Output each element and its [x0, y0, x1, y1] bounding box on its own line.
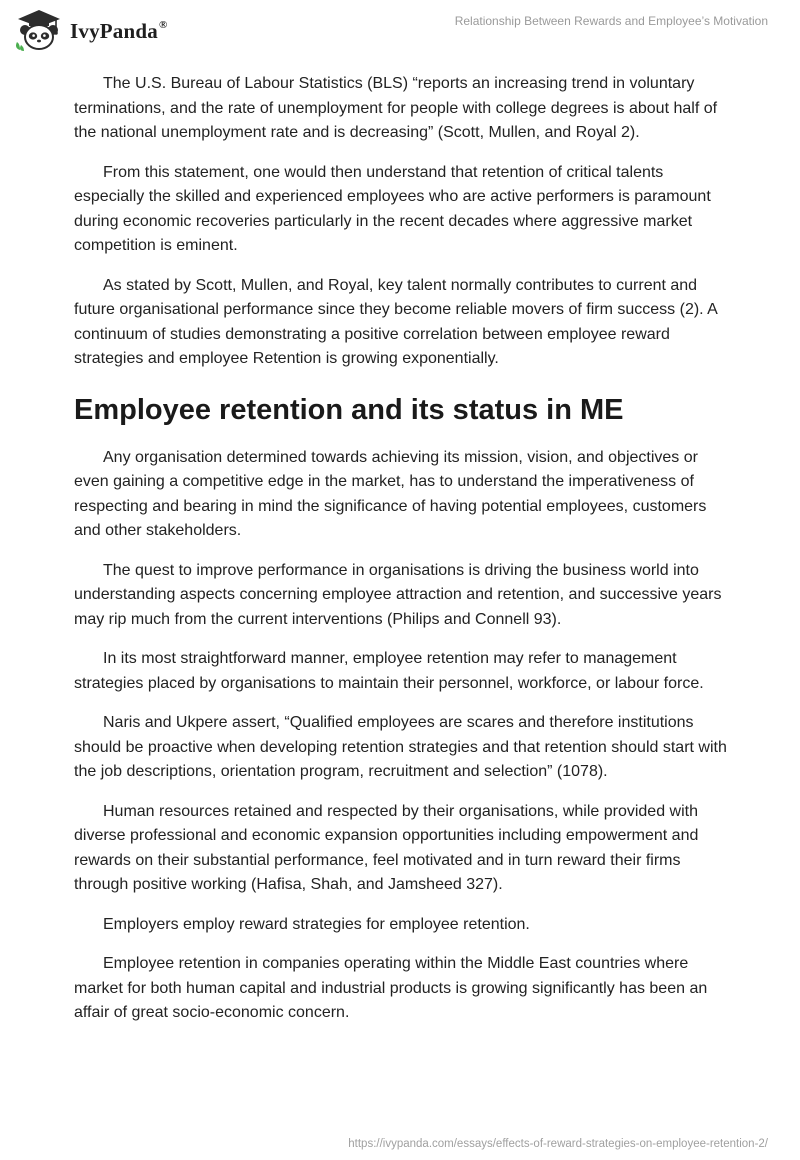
panda-graduate-icon [14, 8, 64, 52]
document-title: Relationship Between Rewards and Employee’s Motivation [454, 14, 768, 28]
paragraph: Employee retention in companies operating within the Middle East countries where market for both human capital and industrial products is growing significantly has been an affair of great socio-economic concern. [74, 955, 708, 1021]
paragraph: The quest to improve performance in organisations is driving the business world into understanding aspects concerning employee attraction and retention, and successive years may rip much from the current interventions (Philips and Connell 93). [74, 561, 722, 628]
paragraph: Naris and Ukpere assert, “Qualified employees are scares and therefore institutions should be proactive when developing retention strategies and that retention should start with the job descriptions, orientation program, recruitment and selection” (1078). [74, 714, 727, 780]
registered-mark: ® [158, 18, 168, 31]
source-url[interactable]: https://ivypanda.com/essays/effects-of-reward-strategies-on-employee-retention-2/ [348, 1138, 768, 1150]
paragraph: In its most straightforward manner, employee retention may refer to management strategies placed by organisations to maintain their personnel, workforce, or labour force. [74, 650, 704, 692]
page-header [0, 0, 800, 64]
section-heading: Employee retention and its status in ME [74, 393, 624, 426]
brand-name: IvyPanda® [70, 18, 168, 43]
paragraph: Any organisation determined towards achieving its mission, vision, and objectives or even gaining a competitive edge in the market, has to understand the imperativeness of respecting and bearing in mind the significance of having potential employees, customers and other stakeholders. [74, 448, 707, 539]
paragraph: As stated by Scott, Mullen, and Royal, key talent normally contributes to current and future organisational performance since they become reliable movers of firm success (2). A continuum of studies demonstrating a positive correlation between employee reward strategies and employee Retention is growing exponentially. [74, 276, 717, 367]
ivypanda-logo[interactable] [14, 8, 167, 52]
paragraph: From this statement, one would then understand that retention of critical talents especially the skilled and experienced employees who are active performers is paramount during economic recoveries particularly in the recent decades where aggressive market competition is eminent. [74, 163, 711, 254]
article-body [74, 72, 734, 1041]
paragraph: Human resources retained and respected by their organisations, while provided with diverse professional and economic expansion opportunities including empowerment and rewards on their substantial performance, feel motivated and in turn reward their firms through positive working (Hafisa, Shah, and Jamsheed 327). [74, 802, 699, 893]
paragraph: Employers employ reward strategies for employee retention. [103, 915, 530, 933]
paragraph: The U.S. Bureau of Labour Statistics (BLS) “reports an increasing trend in voluntary terminations, and the rate of unemployment for people with college degrees is about half of the national unemployment rate and is decreasing” (Scott, Mullen, and Royal 2). [74, 75, 718, 141]
